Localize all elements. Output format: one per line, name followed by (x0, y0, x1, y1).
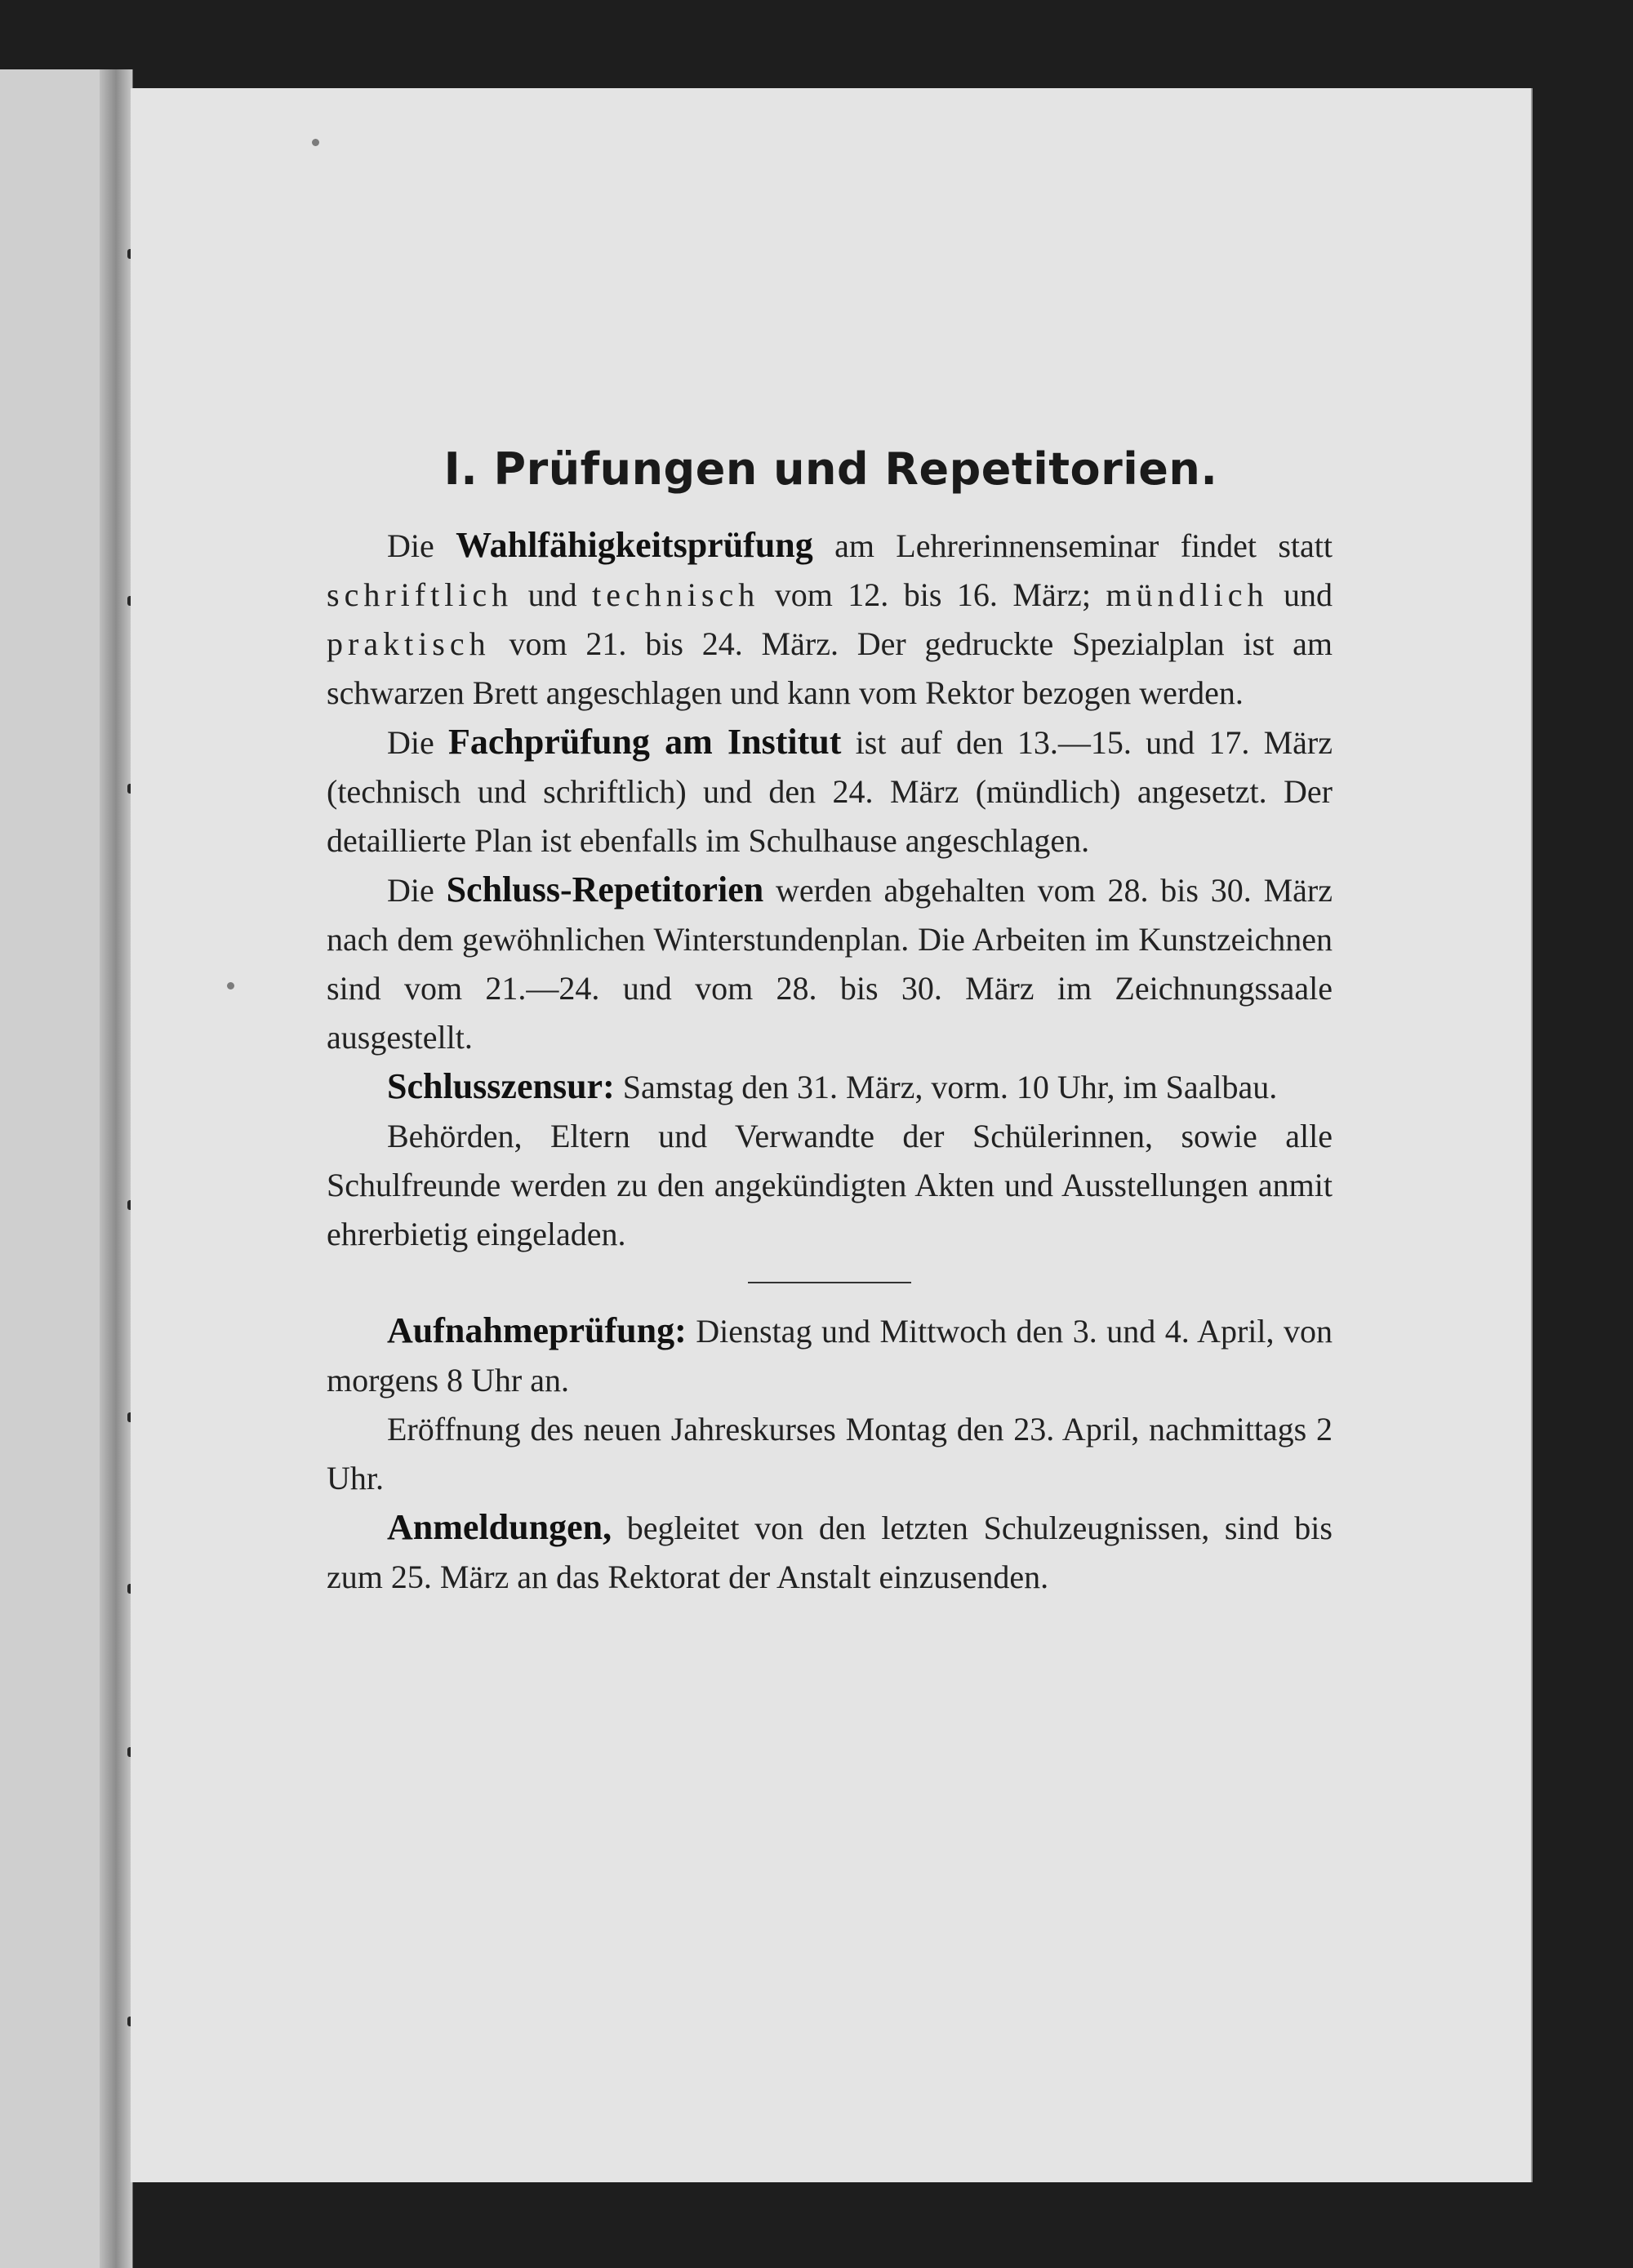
paragraph-anmeldungen (327, 1503, 1333, 1602)
paragraph-wahlfaehigkeitspruefung (327, 521, 1333, 718)
text-run: ist auf den 13.—15. und 17. März (technisch und schriftlich) und den 24. März (mündlich) angesetzt. Der detaillierte Plan ist ebenfalls im Schulhause angeschlagen. (327, 724, 1333, 859)
text-run: Die (387, 527, 456, 564)
text-run: Die (387, 724, 448, 761)
paragraph-eroeffnung: Eröffnung des neuen Jahreskurses Montag den 23. April, nachmittags 2 Uhr. (327, 1411, 1333, 1496)
text-run: vom 12. bis 16. März; (759, 576, 1106, 613)
term-wahlfaehigkeitspruefung: Wahlfähigkeitsprüfung (456, 525, 813, 565)
spaced-word: technisch (592, 576, 760, 613)
term-aufnahmepruefung: Aufnahmeprüfung: (387, 1310, 687, 1350)
text-run: vom 21. bis 24. März. Der gedruckte Spezialplan ist am schwarzen Brett angeschlagen und kann vom Rektor bezogen werden. (327, 625, 1333, 711)
spaced-word: praktisch (327, 625, 491, 662)
term-schlusszensur: Schlusszensur: (387, 1066, 615, 1106)
term-fachpruefung: Fachprüfung am Institut (447, 722, 842, 762)
spaced-word: schriftlich (327, 576, 514, 613)
text-run: werden abgehalten vom 28. bis 30. März nach dem gewöhnlichen Winterstundenplan. Die Arbeiten im Kunstzeichnen sind vom 21.—24. und vom 28. bis 30. März im Zeichnungssaale ausgestellt. (327, 872, 1333, 1056)
paragraph-schlusszensur (327, 1062, 1333, 1112)
previous-page-edge (0, 69, 133, 2268)
text-run: und (513, 576, 593, 613)
text-run: und (1268, 576, 1333, 613)
section-divider (748, 1282, 911, 1283)
text-run: Die (387, 872, 447, 909)
paragraph-schluss-repetitorien (327, 865, 1333, 1062)
speck-mark (312, 139, 319, 146)
text-run: Samstag den 31. März, vorm. 10 Uhr, im Saalbau. (614, 1069, 1278, 1105)
text-run: am Lehrerinnenseminar findet statt (812, 527, 1333, 564)
page-title: I. Prüfungen und Repetitorien. (443, 443, 1218, 495)
speck-mark (227, 982, 234, 989)
text-run: Dienstag und Mittwoch den 3. und 4. April, von morgens 8 Uhr an. (327, 1313, 1333, 1399)
paragraph-einladung: Behörden, Eltern und Verwandte der Schülerinnen, sowie alle Schulfreunde werden zu den angekündigten Akten und Ausstellungen anmit ehrerbietig eingeladen. (327, 1118, 1333, 1252)
document-page (131, 88, 1531, 2182)
term-schluss-repetitorien: Schluss-Repetitorien (446, 869, 764, 909)
text-run: begleitet von den letzten Schulzeugnissen, sind bis zum 25. März an das Rektorat der Anstalt einzusenden. (327, 1510, 1333, 1595)
term-anmeldungen: Anmeldungen, (387, 1507, 612, 1547)
paragraph-aufnahmepruefung (327, 1306, 1333, 1405)
document-body (327, 521, 1333, 1602)
spaced-word: mündlich (1106, 576, 1269, 613)
paragraph-fachpruefung (327, 718, 1333, 865)
